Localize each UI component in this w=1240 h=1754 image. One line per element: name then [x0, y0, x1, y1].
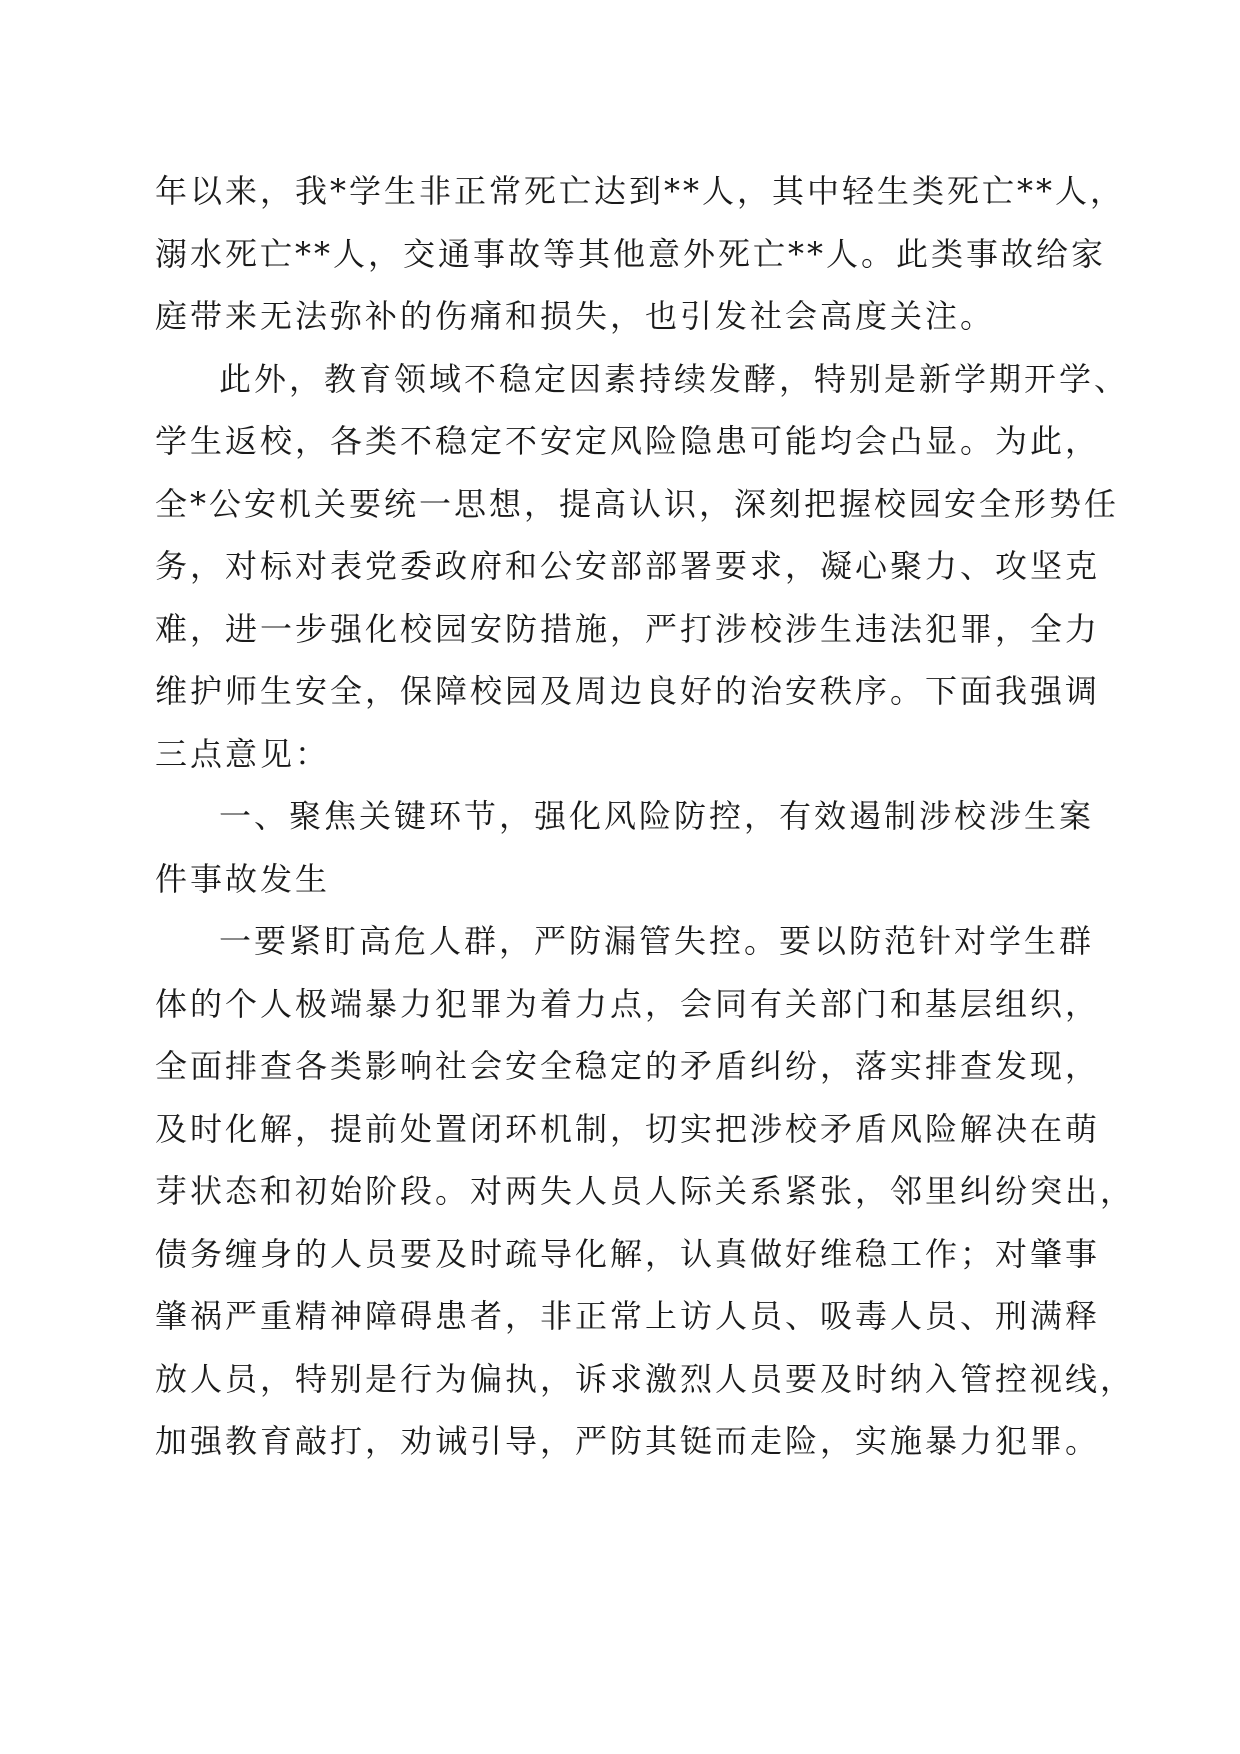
text-line: 学生返校，各类不稳定不安定风险隐患可能均会凸显。为此，: [155, 422, 1101, 460]
text-line: 一要紧盯高危人群，严防漏管失控。要以防范针对学生群: [219, 922, 1095, 960]
text-line: 全*公安机关要统一思想，提高认识，深刻把握校园安全形势任: [155, 484, 1120, 523]
text-line: 年以来，我*学生非正常死亡达到**人，其中轻生类死亡**人，: [155, 172, 1126, 210]
paragraph-3: [155, 910, 1136, 1473]
text-line: 三点意见：: [155, 734, 331, 773]
text-line: 债务缠身的人员要及时疏导化解，认真做好维稳工作；对肇事: [155, 1234, 1101, 1273]
section-heading-1: [155, 785, 1095, 910]
text-line: 肇祸严重精神障碍患者，非正常上访人员、吸毒人员、刑满释: [155, 1297, 1101, 1335]
text-line: 溺水死亡**人，交通事故等其他意外死亡**人。此类事故给家: [155, 234, 1107, 273]
text-line: 维护师生安全，保障校园及周边良好的治安秩序。下面我强调: [155, 672, 1101, 710]
text-line: 一、聚焦关键环节，强化风险防控，有效遏制涉校涉生案: [219, 797, 1095, 835]
text-line: 难，进一步强化校园安防措施，严打涉校涉生违法犯罪，全力: [155, 609, 1101, 648]
text-line: 件事故发生: [155, 859, 331, 898]
text-line: 务，对标对表党委政府和公安部部署要求，凝心聚力、攻坚克: [155, 547, 1101, 585]
text-line: 此外，教育领域不稳定因素持续发酵，特别是新学期开学、: [219, 359, 1130, 398]
document-body: [155, 160, 1136, 1473]
text-line: 加强教育敲打，劝诫引导，严防其铤而走险，实施暴力犯罪。: [155, 1422, 1101, 1460]
text-line: 及时化解，提前处置闭环机制，切实把涉校矛盾风险解决在萌: [155, 1109, 1101, 1148]
text-line: 体的个人极端暴力犯罪为着力点，会同有关部门和基层组织，: [155, 984, 1101, 1023]
text-line: 放人员，特别是行为偏执，诉求激烈人员要及时纳入管控视线，: [155, 1359, 1136, 1398]
text-line: 芽状态和初始阶段。对两失人员人际关系紧张，邻里纠纷突出，: [155, 1172, 1136, 1210]
paragraph-1: [155, 160, 1126, 348]
paragraph-2: [155, 348, 1130, 786]
text-line: 庭带来无法弥补的伤痛和损失，也引发社会高度关注。: [155, 297, 996, 335]
text-line: 全面排查各类影响社会安全稳定的矛盾纠纷，落实排查发现，: [155, 1047, 1101, 1085]
